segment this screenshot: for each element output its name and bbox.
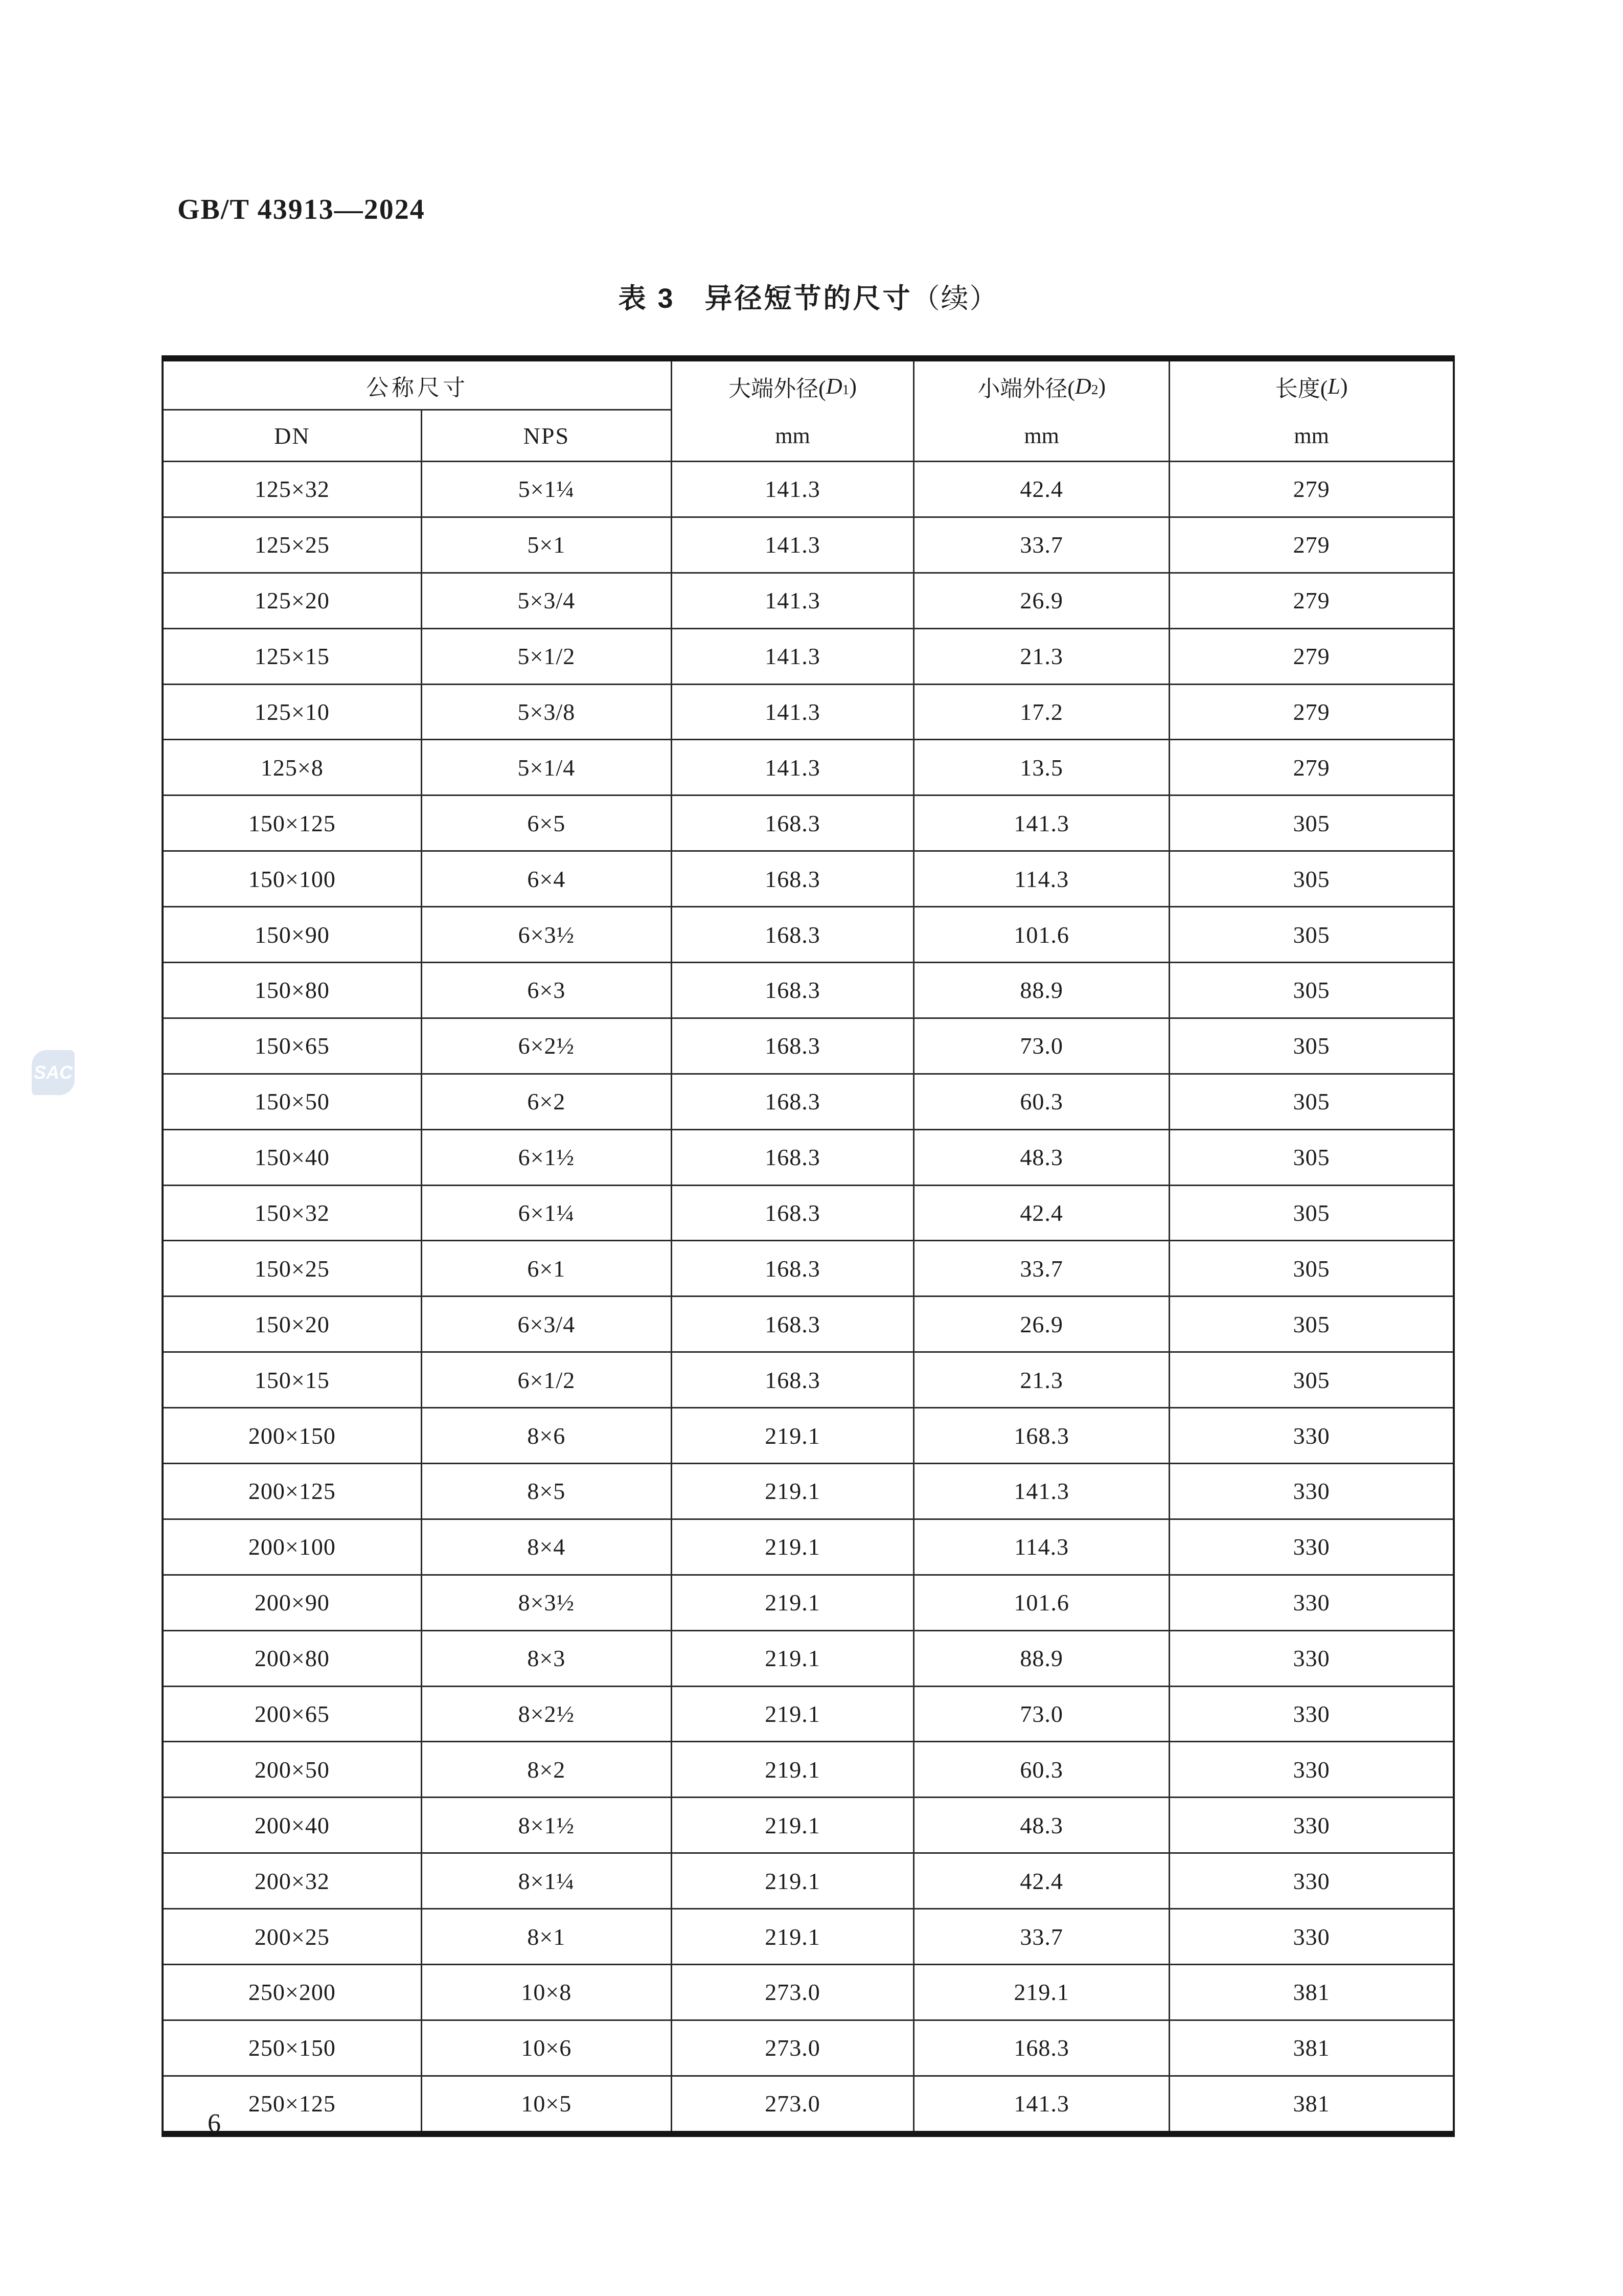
table-row — [163, 963, 1454, 1018]
cell-dn: 200×80 — [163, 1630, 421, 1686]
cell-small-end-od: 48.3 — [914, 1129, 1170, 1185]
cell-large-end-od: 168.3 — [671, 907, 913, 963]
cell-nps: 6×3½ — [421, 907, 671, 963]
cell-length: 330 — [1170, 1630, 1454, 1686]
table-row — [163, 1742, 1454, 1798]
cell-length: 330 — [1170, 1519, 1454, 1575]
cell-small-end-od: 48.3 — [914, 1798, 1170, 1853]
cell-large-end-od: 168.3 — [671, 1352, 913, 1408]
cell-large-end-od: 168.3 — [671, 1018, 913, 1074]
header-dn: DN — [163, 410, 421, 462]
cell-length: 305 — [1170, 907, 1454, 963]
cell-small-end-od: 114.3 — [914, 1519, 1170, 1575]
cell-small-end-od: 101.6 — [914, 907, 1170, 963]
table-row — [163, 1408, 1454, 1464]
cell-small-end-od: 219.1 — [914, 1965, 1170, 2020]
cell-length: 305 — [1170, 1074, 1454, 1129]
cell-nps: 10×8 — [421, 1965, 671, 2020]
header-length — [1170, 358, 1454, 462]
cell-small-end-od: 60.3 — [914, 1074, 1170, 1129]
page-number: 6 — [208, 2109, 221, 2138]
header-row-1 — [163, 358, 1454, 410]
cell-small-end-od: 141.3 — [914, 795, 1170, 851]
table-row — [163, 740, 1454, 795]
cell-length: 305 — [1170, 795, 1454, 851]
cell-dn: 200×150 — [163, 1408, 421, 1464]
table-row — [163, 1074, 1454, 1129]
cell-dn: 250×125 — [163, 2076, 421, 2133]
cell-large-end-od: 219.1 — [671, 1909, 913, 1965]
cell-dn: 150×50 — [163, 1074, 421, 1129]
cell-large-end-od: 273.0 — [671, 2076, 913, 2133]
cell-dn: 150×40 — [163, 1129, 421, 1185]
cell-nps: 6×1¼ — [421, 1185, 671, 1241]
cell-dn: 250×150 — [163, 2020, 421, 2076]
table-row — [163, 907, 1454, 963]
cell-nps: 6×2½ — [421, 1018, 671, 1074]
cell-dn: 125×32 — [163, 462, 421, 517]
cell-nps: 6×1 — [421, 1241, 671, 1297]
cell-small-end-od: 101.6 — [914, 1575, 1170, 1630]
cell-dn: 150×100 — [163, 851, 421, 907]
cell-nps: 5×1/4 — [421, 740, 671, 795]
cell-nps: 8×2 — [421, 1742, 671, 1798]
table-row — [163, 517, 1454, 573]
cell-length: 305 — [1170, 1352, 1454, 1408]
cell-nps: 8×4 — [421, 1519, 671, 1575]
cell-small-end-od: 42.4 — [914, 1185, 1170, 1241]
cell-large-end-od: 219.1 — [671, 1798, 913, 1853]
table-row — [163, 1241, 1454, 1297]
cell-nps: 6×3 — [421, 963, 671, 1018]
cell-large-end-od: 219.1 — [671, 1464, 913, 1519]
header-length-title: 长度( L ) — [1275, 374, 1348, 401]
header-nps: NPS — [421, 410, 671, 462]
cell-dn: 200×125 — [163, 1464, 421, 1519]
cell-nps: 8×2½ — [421, 1686, 671, 1742]
cell-small-end-od: 88.9 — [914, 1630, 1170, 1686]
cell-large-end-od: 168.3 — [671, 963, 913, 1018]
cell-small-end-od: 141.3 — [914, 1464, 1170, 1519]
cell-nps: 8×1 — [421, 1909, 671, 1965]
cell-nps: 6×1½ — [421, 1129, 671, 1185]
standard-number: GB/T 43913—2024 — [177, 194, 425, 225]
table-row — [163, 2076, 1454, 2133]
table-row — [163, 1519, 1454, 1575]
cell-dn: 150×15 — [163, 1352, 421, 1408]
header-length-unit: mm — [1294, 423, 1329, 448]
cell-nps: 6×1/2 — [421, 1352, 671, 1408]
table-body — [163, 462, 1454, 2134]
header-large-end-od — [671, 358, 913, 462]
cell-nps: 8×1½ — [421, 1798, 671, 1853]
cell-large-end-od: 141.3 — [671, 740, 913, 795]
header-small-end-od — [914, 358, 1170, 462]
cell-small-end-od: 26.9 — [914, 1297, 1170, 1352]
cell-large-end-od: 141.3 — [671, 462, 913, 517]
cell-large-end-od: 168.3 — [671, 1074, 913, 1129]
cell-dn: 150×65 — [163, 1018, 421, 1074]
table-caption-continued: （续） — [912, 283, 998, 314]
cell-large-end-od: 168.3 — [671, 851, 913, 907]
table-row — [163, 462, 1454, 517]
header-small-end-od-unit: mm — [1024, 423, 1059, 448]
table-row — [163, 1686, 1454, 1742]
cell-dn: 200×25 — [163, 1909, 421, 1965]
cell-large-end-od: 219.1 — [671, 1519, 913, 1575]
table-row — [163, 1575, 1454, 1630]
cell-length: 279 — [1170, 517, 1454, 573]
table-row — [163, 1965, 1454, 2020]
dimensions-table — [162, 355, 1455, 2137]
cell-length: 279 — [1170, 573, 1454, 628]
cell-large-end-od: 141.3 — [671, 573, 913, 628]
cell-nps: 8×5 — [421, 1464, 671, 1519]
cell-small-end-od: 13.5 — [914, 740, 1170, 795]
cell-small-end-od: 73.0 — [914, 1018, 1170, 1074]
cell-length: 279 — [1170, 628, 1454, 684]
cell-dn: 200×100 — [163, 1519, 421, 1575]
cell-length: 381 — [1170, 1965, 1454, 2020]
cell-dn: 150×125 — [163, 795, 421, 851]
cell-small-end-od: 33.7 — [914, 1241, 1170, 1297]
cell-length: 305 — [1170, 1241, 1454, 1297]
cell-dn: 125×25 — [163, 517, 421, 573]
cell-length: 279 — [1170, 462, 1454, 517]
cell-dn: 125×20 — [163, 573, 421, 628]
cell-dn: 150×90 — [163, 907, 421, 963]
cell-nps: 5×3/4 — [421, 573, 671, 628]
cell-nps: 5×1/2 — [421, 628, 671, 684]
header-large-end-od-unit: mm — [775, 423, 810, 448]
cell-dn: 250×200 — [163, 1965, 421, 2020]
cell-dn: 200×40 — [163, 1798, 421, 1853]
table-row — [163, 1129, 1454, 1185]
cell-length: 330 — [1170, 1575, 1454, 1630]
cell-dn: 125×15 — [163, 628, 421, 684]
cell-length: 305 — [1170, 1297, 1454, 1352]
cell-length: 279 — [1170, 684, 1454, 740]
cell-length: 305 — [1170, 1129, 1454, 1185]
cell-small-end-od: 33.7 — [914, 1909, 1170, 1965]
cell-large-end-od: 273.0 — [671, 2020, 913, 2076]
table-row — [163, 1798, 1454, 1853]
cell-length: 381 — [1170, 2020, 1454, 2076]
cell-nps: 8×3½ — [421, 1575, 671, 1630]
cell-nps: 5×1¼ — [421, 462, 671, 517]
cell-small-end-od: 168.3 — [914, 1408, 1170, 1464]
cell-length: 381 — [1170, 2076, 1454, 2133]
cell-nps: 8×1¼ — [421, 1853, 671, 1909]
cell-length: 330 — [1170, 1408, 1454, 1464]
cell-dn: 125×8 — [163, 740, 421, 795]
cell-dn: 150×32 — [163, 1185, 421, 1241]
table-row — [163, 1909, 1454, 1965]
table-row — [163, 628, 1454, 684]
cell-dn: 200×50 — [163, 1742, 421, 1798]
cell-nps: 8×6 — [421, 1408, 671, 1464]
cell-large-end-od: 168.3 — [671, 1185, 913, 1241]
sac-watermark-logo: SAC — [32, 1050, 75, 1095]
cell-small-end-od: 73.0 — [914, 1686, 1170, 1742]
cell-nps: 10×5 — [421, 2076, 671, 2133]
cell-dn: 125×10 — [163, 684, 421, 740]
cell-length: 330 — [1170, 1853, 1454, 1909]
table-row — [163, 851, 1454, 907]
cell-nps: 6×2 — [421, 1074, 671, 1129]
cell-large-end-od: 168.3 — [671, 1297, 913, 1352]
cell-small-end-od: 21.3 — [914, 1352, 1170, 1408]
cell-nps: 10×6 — [421, 2020, 671, 2076]
cell-large-end-od: 141.3 — [671, 517, 913, 573]
table-caption — [162, 282, 1455, 315]
cell-small-end-od: 26.9 — [914, 573, 1170, 628]
cell-nps: 8×3 — [421, 1630, 671, 1686]
cell-large-end-od: 219.1 — [671, 1742, 913, 1798]
cell-small-end-od: 60.3 — [914, 1742, 1170, 1798]
table-row — [163, 795, 1454, 851]
cell-small-end-od: 33.7 — [914, 517, 1170, 573]
cell-length: 330 — [1170, 1742, 1454, 1798]
cell-large-end-od: 219.1 — [671, 1408, 913, 1464]
cell-nps: 6×4 — [421, 851, 671, 907]
cell-large-end-od: 219.1 — [671, 1575, 913, 1630]
table-row — [163, 1018, 1454, 1074]
cell-dn: 150×80 — [163, 963, 421, 1018]
cell-large-end-od: 168.3 — [671, 1241, 913, 1297]
table-row — [163, 1185, 1454, 1241]
cell-small-end-od: 42.4 — [914, 462, 1170, 517]
table-row — [163, 1464, 1454, 1519]
cell-length: 330 — [1170, 1798, 1454, 1853]
cell-dn: 150×25 — [163, 1241, 421, 1297]
cell-large-end-od: 168.3 — [671, 1129, 913, 1185]
cell-large-end-od: 219.1 — [671, 1853, 913, 1909]
table-row — [163, 2020, 1454, 2076]
cell-large-end-od: 219.1 — [671, 1686, 913, 1742]
cell-large-end-od: 141.3 — [671, 684, 913, 740]
cell-dn: 150×20 — [163, 1297, 421, 1352]
cell-length: 330 — [1170, 1464, 1454, 1519]
header-nominal-size: 公称尺寸 — [163, 358, 671, 410]
cell-small-end-od: 42.4 — [914, 1853, 1170, 1909]
cell-length: 330 — [1170, 1686, 1454, 1742]
table-caption-main: 表 3 异径短节的尺寸 — [618, 283, 912, 314]
cell-small-end-od: 141.3 — [914, 2076, 1170, 2133]
cell-large-end-od: 141.3 — [671, 628, 913, 684]
cell-nps: 5×3/8 — [421, 684, 671, 740]
table-row — [163, 1297, 1454, 1352]
cell-nps: 6×3/4 — [421, 1297, 671, 1352]
cell-length: 279 — [1170, 740, 1454, 795]
cell-length: 305 — [1170, 1018, 1454, 1074]
cell-small-end-od: 168.3 — [914, 2020, 1170, 2076]
cell-large-end-od: 219.1 — [671, 1630, 913, 1686]
cell-length: 305 — [1170, 1185, 1454, 1241]
cell-nps: 6×5 — [421, 795, 671, 851]
cell-length: 330 — [1170, 1909, 1454, 1965]
header-small-end-od-title: 小端外径( D $_2$ ) — [977, 374, 1106, 401]
table-row — [163, 1853, 1454, 1909]
table-row — [163, 1630, 1454, 1686]
cell-dn: 200×32 — [163, 1853, 421, 1909]
cell-length: 305 — [1170, 963, 1454, 1018]
cell-large-end-od: 168.3 — [671, 795, 913, 851]
cell-small-end-od: 114.3 — [914, 851, 1170, 907]
cell-small-end-od: 17.2 — [914, 684, 1170, 740]
table-row — [163, 573, 1454, 628]
cell-small-end-od: 21.3 — [914, 628, 1170, 684]
cell-dn: 200×90 — [163, 1575, 421, 1630]
table-row — [163, 1352, 1454, 1408]
cell-dn: 200×65 — [163, 1686, 421, 1742]
cell-length: 305 — [1170, 851, 1454, 907]
cell-large-end-od: 273.0 — [671, 1965, 913, 2020]
header-large-end-od-title: 大端外径( D $_1$ ) — [728, 374, 857, 401]
cell-nps: 5×1 — [421, 517, 671, 573]
cell-small-end-od: 88.9 — [914, 963, 1170, 1018]
table-row — [163, 684, 1454, 740]
